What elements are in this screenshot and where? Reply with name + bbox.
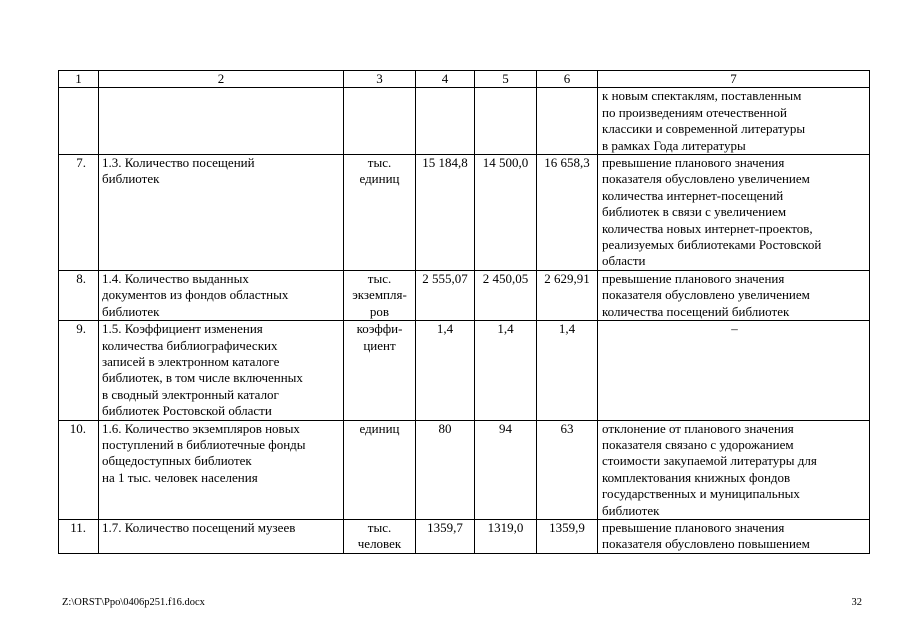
value-col5: 1,4 — [475, 321, 537, 420]
unit-of-measure — [344, 155, 416, 271]
indicator-name-line: библиотек, в том числе включенных — [102, 370, 303, 386]
explanation-line: – — [731, 321, 738, 337]
unit-of-measure — [344, 420, 416, 519]
explanation-line: реализуемых библиотеками Ростовской — [602, 237, 822, 253]
table-body — [59, 71, 870, 554]
unit-line: циент — [363, 337, 396, 353]
indicator-name-line: в сводный электронный каталог — [102, 386, 279, 402]
explanation-line: комплектования книжных фондов — [602, 469, 791, 485]
value-col4: 2 555,07 — [416, 270, 475, 320]
explanation — [598, 270, 870, 320]
explanation-line: отклонение от планового значения — [602, 420, 794, 436]
explanation-line: показателя обусловлено увеличением — [602, 287, 810, 303]
explanation-line: превышение планового значения — [602, 270, 785, 286]
value-col6: 2 629,91 — [537, 270, 598, 320]
explanation-line: классики и современной литературы — [602, 121, 806, 137]
indicator-name-line: 1.5. Коэффициент изменения — [102, 321, 263, 337]
value-col5 — [475, 88, 537, 155]
explanation-line: показателя связано с удорожанием — [602, 436, 794, 452]
header-cell-6: 6 — [537, 71, 598, 88]
value-col4 — [416, 88, 475, 155]
explanation — [598, 321, 870, 420]
header-cell-1: 1 — [59, 71, 99, 88]
row-number: 10. — [59, 420, 99, 519]
value-col5: 1319,0 — [475, 519, 537, 553]
header-cell-7: 7 — [598, 71, 870, 88]
explanation-line: показателя обусловлено увеличением — [602, 171, 810, 187]
indicator-name-line: документов из фондов областных — [102, 287, 289, 303]
explanation-line: библиотек — [602, 502, 660, 518]
footer-file-path: Z:\ORST\Ppo\0406p251.f16.docx — [62, 597, 205, 608]
explanation — [598, 519, 870, 553]
value-col6 — [537, 88, 598, 155]
unit-line: тыс. — [367, 155, 392, 171]
indicator-name — [99, 155, 344, 271]
indicator-name-line: записей в электронном каталоге — [102, 353, 280, 369]
indicator-name-line: количества библиографических — [102, 337, 278, 353]
indicator-name-line: 1.6. Количество экземпляров новых — [102, 420, 300, 436]
unit-line: единиц — [359, 420, 400, 436]
report-table — [58, 70, 870, 554]
table-row — [59, 270, 870, 320]
indicator-name-line: библиотек — [102, 303, 160, 319]
value-col4: 1359,7 — [416, 519, 475, 553]
explanation-line: библиотек в связи с увеличением — [602, 204, 787, 220]
indicator-name-line: на 1 тыс. человек населения — [102, 469, 258, 485]
unit-line: человек — [357, 536, 402, 552]
table-row — [59, 321, 870, 420]
explanation-line: превышение планового значения — [602, 519, 785, 535]
explanation-line: государственных и муниципальных — [602, 486, 800, 502]
header-cell-3: 3 — [344, 71, 416, 88]
value-col6: 1359,9 — [537, 519, 598, 553]
explanation-line: превышение планового значения — [602, 155, 785, 171]
indicator-name-line: библиотек — [102, 171, 160, 187]
unit-of-measure — [344, 519, 416, 553]
value-col4: 80 — [416, 420, 475, 519]
indicator-name-line: общедоступных библиотек — [102, 453, 252, 469]
value-col4: 1,4 — [416, 321, 475, 420]
table-row — [59, 88, 870, 155]
row-number: 8. — [59, 270, 99, 320]
header-cell-2: 2 — [99, 71, 344, 88]
value-col6: 16 658,3 — [537, 155, 598, 271]
explanation-line: количества новых интернет-проектов, — [602, 220, 813, 236]
indicator-name — [99, 519, 344, 553]
value-col6: 1,4 — [537, 321, 598, 420]
explanation-line: области — [602, 253, 646, 269]
explanation-line: по произведениям отечественной — [602, 104, 787, 120]
explanation — [598, 155, 870, 271]
indicator-name-line: поступлений в библиотечные фонды — [102, 436, 306, 452]
indicator-name — [99, 321, 344, 420]
table-row — [59, 519, 870, 553]
table-row — [59, 155, 870, 271]
explanation-line: в рамках Года литературы — [602, 137, 746, 153]
indicator-name-line: 1.4. Количество выданных — [102, 270, 249, 286]
unit-line: тыс. — [367, 519, 392, 535]
unit-line: единиц — [359, 171, 400, 187]
indicator-name-line: 1.7. Количество посещений музеев — [102, 519, 296, 535]
row-number — [59, 88, 99, 155]
unit-line: коэффи- — [356, 321, 403, 337]
indicator-name-line: библиотек Ростовской области — [102, 403, 272, 419]
row-number: 11. — [59, 519, 99, 553]
indicator-name-line: 1.3. Количество посещений — [102, 155, 255, 171]
indicator-name — [99, 270, 344, 320]
row-number: 9. — [59, 321, 99, 420]
unit-line: ров — [369, 303, 390, 319]
value-col5: 14 500,0 — [475, 155, 537, 271]
row-number: 7. — [59, 155, 99, 271]
value-col5: 94 — [475, 420, 537, 519]
indicator-name — [99, 88, 344, 155]
unit-line: экземпля- — [352, 287, 407, 303]
explanation — [598, 88, 870, 155]
unit-of-measure — [344, 321, 416, 420]
table-header-row — [59, 71, 870, 88]
header-cell-4: 4 — [416, 71, 475, 88]
explanation-line: количества интернет-посещений — [602, 187, 784, 203]
explanation-line: к новым спектаклям, поставленным — [602, 88, 802, 104]
unit-line: тыс. — [367, 270, 392, 286]
footer-page-number: 32 — [851, 597, 862, 608]
header-cell-5: 5 — [475, 71, 537, 88]
indicator-name — [99, 420, 344, 519]
value-col5: 2 450,05 — [475, 270, 537, 320]
value-col4: 15 184,8 — [416, 155, 475, 271]
unit-of-measure — [344, 270, 416, 320]
explanation-line: количества посещений библиотек — [602, 303, 790, 319]
explanation — [598, 420, 870, 519]
unit-of-measure — [344, 88, 416, 155]
explanation-line: показателя обусловлено повышением — [602, 536, 810, 552]
value-col6: 63 — [537, 420, 598, 519]
table-row — [59, 420, 870, 519]
explanation-line: стоимости закупаемой литературы для — [602, 453, 817, 469]
